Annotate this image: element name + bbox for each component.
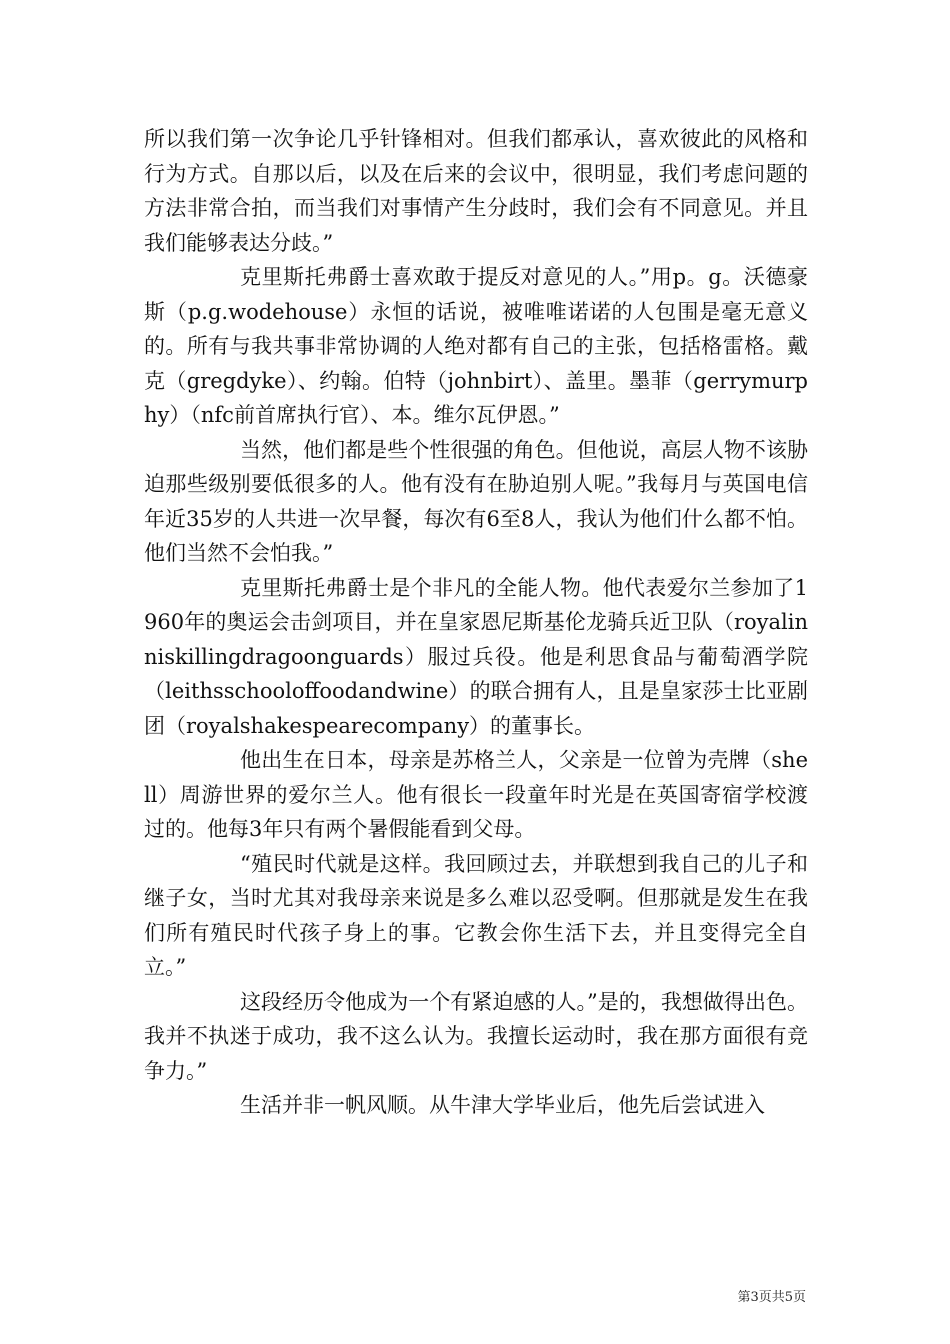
paragraph-6: “殖民时代就是这样。我回顾过去，并联想到我自己的儿子和继子女，当时尤其对我母亲来说是多么难以忍受啊。但那就是发生在我们所有殖民时代孩子身上的事。它教会你生活下去，并且变得完全自立。” — [144, 851, 808, 979]
paragraph-3: 当然，他们都是些个性很强的角色。但他说，高层人物不该胁迫那些级别要低很多的人。他有没有在胁迫别人呢。”我每月与英国电信年近35岁的人共进一次早餐，每次有6至8人，我认为他们什么都不怕。他们当然不会怕我。” — [144, 437, 808, 565]
page-number-footer: 第3页共5页 — [737, 1290, 806, 1305]
body-text — [144, 122, 808, 1123]
paragraph-5: 他出生在日本，母亲是苏格兰人，父亲是一位曾为壳牌（shell）周游世界的爱尔兰人。他有很长一段童年时光是在英国寄宿学校渡过的。他每3年只有两个暑假能看到父母。 — [144, 748, 808, 841]
paragraph-2: 克里斯托弗爵士喜欢敢于提反对意见的人。”用p。g。沃德豪斯（p.g.wodehouse）永恒的话说，被唯唯诺诺的人包围是毫无意义的。所有与我共事非常协调的人绝对都有自己的主张，包括格雷格。戴克（gregdyke）、约翰。伯特（johnbirt）、盖里。墨菲（gerrymurphy）（nfc前首席执行官）、本。维尔瓦伊恩。” — [144, 265, 808, 427]
paragraph-4: 克里斯托弗爵士是个非凡的全能人物。他代表爱尔兰参加了1960年的奥运会击剑项目，并在皇家恩尼斯基伦龙骑兵近卫队（royalinniskillingdragoonguards）服过兵役。他是利思食品与葡萄酒学院（leithsschooloffoodandwine）的联合拥有人，且是皇家莎士比亚剧团（royalshakespearecompany）的董事长。 — [144, 575, 808, 738]
paragraph-1: 所以我们第一次争论几乎针锋相对。但我们都承认，喜欢彼此的风格和行为方式。自那以后，以及在后来的会议中，很明显，我们考虑问题的方法非常合拍，而当我们对事情产生分歧时，我们会有不同意见。并且我们能够表达分歧。” — [144, 127, 808, 255]
paragraph-7: 这段经历令他成为一个有紧迫感的人。”是的，我想做得出色。我并不执迷于成功，我不这么认为。我擅长运动时，我在那方面很有竞争力。” — [144, 989, 808, 1083]
paragraph-8: 生活并非一帆风顺。从牛津大学毕业后，他先后尝试进入 — [240, 1093, 765, 1117]
